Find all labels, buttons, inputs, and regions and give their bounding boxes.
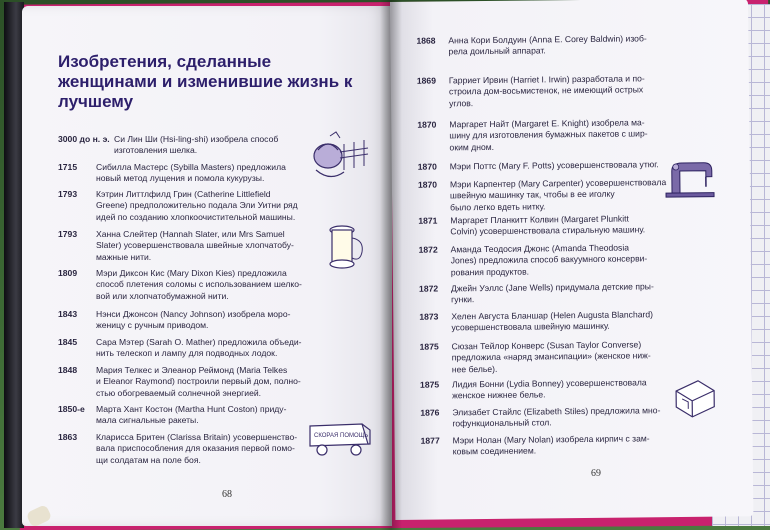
entry-text: Мэри Нолан (Mary Nolan) изобрела кирпич с зам- ковым соединением. (452, 433, 650, 457)
entry-year: 1793 (58, 189, 78, 199)
right-page (390, 0, 753, 520)
entry-year: 1868 (416, 35, 436, 46)
entry-text: Анна Кори Болдуин (Anna E. Corey Baldwin) изоб- рела доильный аппарат. (448, 33, 647, 57)
entry-year: 1877 (420, 435, 440, 446)
entry-text: Аманда Теодосия Джонс (Amanda Theodosia Jones) предложила способ вакуумного консерви- рования продуктов. (450, 242, 648, 277)
entry-1875a (419, 339, 720, 374)
entry-year: 1715 (58, 162, 78, 172)
entry-1872a (418, 242, 719, 277)
ambulance-wagon-illustration (304, 418, 374, 458)
entry-1872b (418, 281, 719, 305)
entry-text: Си Лин Ши (Hsi-ling-shi) изобрела способ изготовления шелка. (114, 134, 279, 156)
entry-1873 (419, 309, 719, 333)
page-number-left: 68 (222, 489, 232, 500)
entry-text: Марта Хант Костон (Martha Hunt Coston) приду- мала сигнальные ракеты. (96, 404, 287, 426)
entry-1870a (417, 117, 717, 152)
entry-year: 1843 (58, 309, 78, 319)
brick-illustration (672, 377, 718, 419)
entry-year: 1870 (417, 119, 437, 130)
entry-text: Мэри Карпентер (Mary Carpenter) усовершенствовала швейную машинку так, чтобы в ее иголку было легко вдеть нитку. (449, 177, 667, 212)
entry-text: Элизабет Стайлс (Elizabeth Stiles) предложила мно- гофункциональный стол. (452, 405, 661, 429)
left-page (22, 6, 392, 526)
entry-year: 1875 (419, 379, 440, 390)
entry-year: 1870 (417, 179, 438, 190)
entry-text: Нэнси Джонсон (Nancy Johnson) изобрела моро- женицу с ручным приводом. (96, 309, 291, 331)
entry-text: Кэтрин Литтлфилд Грин (Catherine Littlefield Greene) предположительно подала Эли Уитни ряд идей по созданию хлопкоочистительной машины. (96, 189, 298, 222)
sewing-machine-illustration (662, 157, 718, 202)
entry-year: 1845 (58, 337, 78, 347)
entry-year: 3000 до н. э. (58, 134, 110, 144)
entry-year: 1876 (420, 407, 440, 418)
entry-year: 1809 (58, 268, 78, 278)
entry-1877 (420, 433, 721, 457)
entry-year: 1872 (418, 283, 439, 294)
entry-year: 1872 (418, 244, 438, 255)
entry-text: Лидия Бонни (Lydia Bonney) усовершенствовала женское нижнее белье. (451, 377, 647, 401)
entry-text: Маргарет Найт (Margaret E. Knight) изобрела ма- шину для изготовления бумажных пакетов с шир- оким дном. (449, 117, 648, 152)
entry-text: Кларисса Бритен (Clarissa Britain) усовершенство- вала приспособления для оказания первой помо- щи солдатам на поле боя. (96, 432, 298, 465)
ambulance-label: СКОРАЯ ПОМОЩЬ (314, 433, 369, 439)
book-spine (4, 2, 24, 528)
entry-text: Сара Мэтер (Sarah O. Mather) предложила объеди- нить телескоп и лампу для подводных лодок. (96, 337, 302, 359)
entry-text: Мэри Диксон Кис (Mary Dixon Kies) предложила способ плетения соломы с использованием шелко- вой или хлопчатобумажной нити. (96, 268, 302, 301)
entry-text: Хелен Августа Бланшар (Helen Augusta Blanchard) усовершенствовала швейную машинку. (451, 309, 654, 333)
entry-text: Джейн Уэллс (Jane Wells) придумала детские пры- гунки. (450, 281, 654, 305)
entry-year: 1850-е (58, 404, 85, 414)
page-title: Изобретения, сделанные женщинами и изменившие жизнь к лучшему (58, 52, 353, 111)
entry-text: Ханна Слейтер (Hannah Slater, или Mrs Samuel Slater) усовершенствовала швейные хлопчатобу- мажные нити. (96, 229, 294, 262)
entry-year: 1793 (58, 229, 78, 239)
entry-year: 1873 (419, 311, 439, 322)
thread-spool-illustration (328, 224, 368, 272)
entry-text: Сибилла Мастерс (Sybilla Masters) предложила новый метод лущения и помола кукурузы. (96, 162, 286, 184)
entry-year: 1869 (416, 75, 437, 86)
entry-text: Гарриет Ирвин (Harriet I. Irwin) разработала и по- строила дом-восьмистенок, не имеющий острых углов. (448, 73, 645, 108)
entry-year: 1871 (418, 215, 438, 226)
entry-year: 1875 (419, 341, 439, 352)
entry-year: 1870 (417, 161, 437, 172)
loom-illustration (310, 130, 374, 184)
entry-year: 1863 (58, 432, 78, 442)
entry-year: 1848 (58, 365, 78, 375)
entry-text: Мэри Поттс (Mary F. Potts) усовершенствовала утюг. (449, 159, 659, 172)
entry-1868 (416, 33, 716, 57)
page-number-right: 69 (590, 467, 602, 479)
book-gutter-shadow (380, 0, 402, 530)
entry-text: Мария Телкес и Элеанор Реймонд (Maria Telkes и Eleanor Raymond) построили первый дом, полно- стью обогреваемый солнечной энергией. (96, 365, 301, 398)
entry-text: Маргарет Планкитт Колвин (Margaret Plunkitt Colvin) усовершенствовала стиральную машину. (450, 213, 646, 237)
entry-1869 (416, 73, 717, 108)
entry-text: Сюзан Тейлор Конверс (Susan Taylor Converse) предложила «наряд эмансипации» (женское ниж- нее белье). (451, 339, 651, 374)
